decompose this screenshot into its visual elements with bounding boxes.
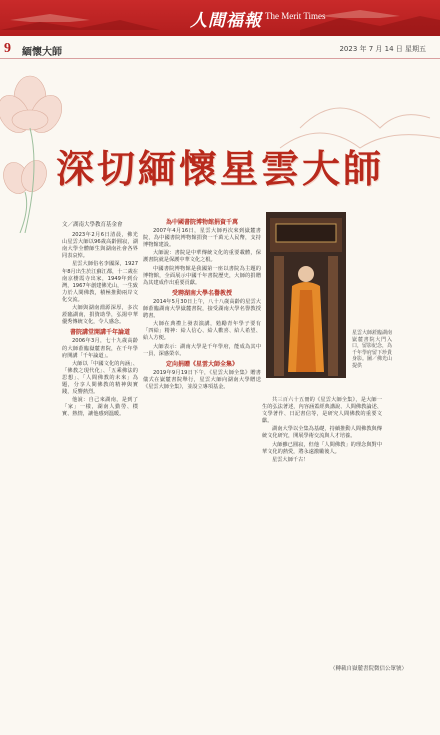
- page-number: 9: [4, 41, 11, 56]
- paragraph: 大師以「中國文化的內涵」、「佛教之現代化」、「五乘佛法的思想」、「人間佛教的未來」為題，分享人間佛教的精神與實踐，反響熱烈。: [62, 360, 138, 396]
- byline: 文／湖南大學教育基金會: [62, 222, 123, 228]
- paragraph: 湖南大學以全集為基礎，持續推動人間佛教與傳統文化研究，開展學術交流與人才培養。: [262, 426, 382, 440]
- paragraph: 大師表示：湖南大學是千年學府，能成為其中一員，深感榮幸。: [143, 343, 261, 357]
- subheading: 書院講堂開講千年論道: [69, 329, 130, 337]
- masthead-name-en: The Merit Times: [265, 11, 326, 21]
- paragraph: 共三百六十五冊的《星雲大師全集》，是大師一生的弘法著述，內容涵蓋經典講說、人間佛教論述、文學著作、日記書信等，是研究人間佛教的重要文獻。: [262, 397, 382, 425]
- paragraph: 2019年9月19日下午，《星雲大師全集》贈書儀式在嶽麓書院舉行，星雲大師向湖南大學贈送《星雲大師全集》，並設立專項基金。: [143, 369, 261, 390]
- issue-date: 2023 年 7 月 14 日 星期五: [339, 45, 426, 53]
- article-column-1: [62, 222, 138, 419]
- master-photo: [266, 212, 346, 378]
- paragraph: 大師雖已圓寂，但他「人間佛教」的理念與對中華文化的熱愛，將永遠激勵後人。: [262, 441, 382, 455]
- paragraph: 中國書院博物館是我國第一座以書院為主題的博物館，全面展示中國千年書院歷史，大師的捐贈為其建成作出重要貢獻。: [143, 265, 261, 286]
- subheading: 定向捐贈《星雲大師全集》: [165, 360, 238, 368]
- paragraph: 2014年5月30日上午，八十八歲高齡的星雲大師蒞臨湖南大學嶽麓書院，接受湖南大學名譽教授聘書。: [143, 298, 261, 320]
- headline: 深切緬懷星雲大師: [55, 146, 384, 191]
- paragraph: 他說：自己來湖南，是到了「家」一樣，湖南人勤勞、樸實、熱情，讓他感到溫暖。: [62, 397, 138, 418]
- paragraph: 2006年3月，七十九歲高齡的大師蒞臨嶽麓書院，在千年學府開講「千年論道」。: [62, 338, 138, 359]
- photo-caption: 星雲大師蒞臨湖南嶽麓書院大門入口，留影紀念，為千年學府留下珍貴身影。圖／佛光山提供: [352, 330, 393, 369]
- paragraph: 大師在典禮上發表演講，勉勵青年學子要有「四給」精神：給人信心、給人歡喜、給人希望、給人方便。: [143, 321, 261, 342]
- paragraph: 星雲大師俗名李國深，1927年8月出生於江蘇江都，十二歲在南京棲霞寺出家，1949年到台灣，1967年創建佛光山，一生致力於人間佛教，積極推動兩岸文化交流。: [62, 261, 138, 303]
- article-column-2: [143, 216, 261, 392]
- source-note: （轉載自嶽麓書院微信公眾號）: [330, 666, 408, 672]
- section-title: 緬懷大師: [22, 47, 62, 58]
- masthead-name-cn: 人間福報: [190, 11, 262, 31]
- paragraph: 大師說：書院是中華傳統文化的重要載體，保護書院就是保護中華文化之根。: [143, 250, 261, 264]
- article-column-3: [262, 397, 382, 465]
- paragraph: 大師與湖南淵源深厚，多次蒞臨湖南，捐資助學，弘揚中華優秀傳統文化，令人感念。: [62, 305, 138, 326]
- subheading: 為中國書院博物館捐資千萬: [165, 219, 238, 226]
- subheading: 受聘湖南大學名譽教授: [171, 289, 232, 297]
- paragraph: 2007年4月16日，星雲大師再次來到嶽麓書院，為中國書院博物館捐資一千萬元人民幣，支持博物館建設。: [143, 228, 261, 249]
- page-header-bar: [0, 40, 440, 59]
- paragraph: 星雲大師千古！: [272, 456, 309, 463]
- masthead: [0, 0, 440, 36]
- paragraph: 2023年2月6日清晨，佛光山星雲大師以96歲高齡圓寂，湖南大學全體師生與湖南社會各界同表哀悼。: [62, 232, 138, 260]
